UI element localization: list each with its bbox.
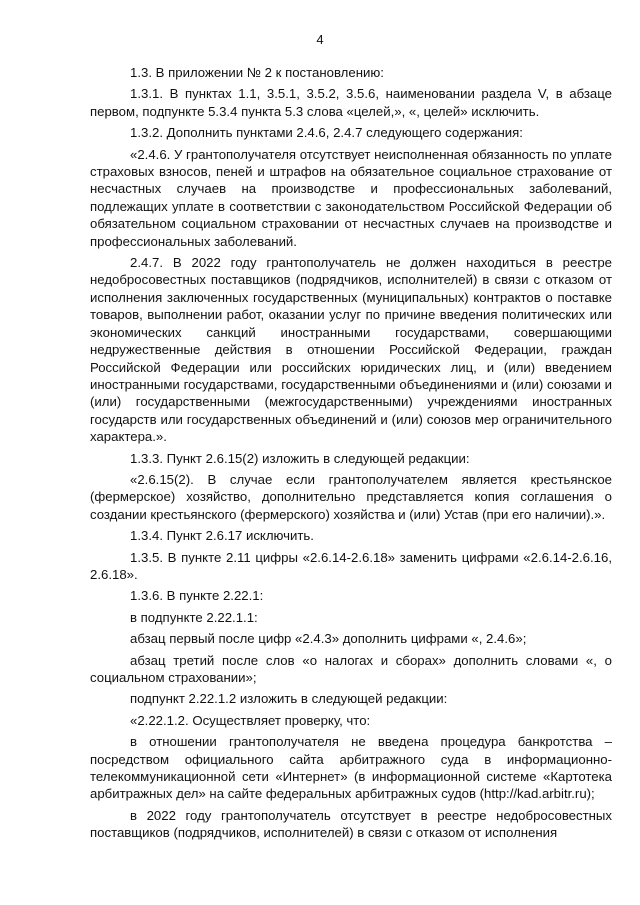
paragraph-1-3-4: 1.3.4. Пункт 2.6.17 исключить. — [130, 528, 314, 544]
paragraph-registry-check: в 2022 году грантополучатель отсутствует в реестре недобросовестных поставщиков (подрядчиков, исполнителей) в связи с отказом от исполнения — [90, 807, 612, 841]
paragraph-subpoint-2-22-1-1: в подпункте 2.22.1.1: — [130, 609, 258, 625]
paragraph-1-3-5: 1.3.5. В пункте 2.11 цифры «2.6.14-2.6.18» заменить цифрами «2.6.14-2.6.16, 2.6.18». — [90, 549, 612, 582]
paragraph-bankruptcy-check: в отношении грантополучателя не введена процедура банкротства – посредством официального сайта арбитражного суда в информационно-телекоммуникационной сети «Интернет» (в информационной системе «Картотека арбитражных дел» на сайте федеральных арбитражных судов (http://kad.arbitr.ru); — [90, 734, 612, 802]
paragraph-2-4-7: 2.4.7. В 2022 году грантополучатель не должен находиться в реестре недобросовестных поставщиков (подрядчиков, исполнителей) в связи с отказом от исполнения заключенных государственных (муниципальных) контрактов о поставке товаров, выполнении работ, оказании услуг по причине введения политических или экономических санкций иностранными государствами, совершающими недружественные действия в отношении Российской Федерации, граждан Российской Федерации или российских юридических лиц, и (или) введением иностранными государствами, государственными объединениями и (или) союзами и (или) государственными (межгосударственными) учреждениями иностранных государств или государственных объединений и (или) союзов мер ограничительного характера.». — [90, 255, 612, 445]
paragraph-1-3-1: 1.3.1. В пунктах 1.1, 3.5.1, 3.5.2, 3.5.6, наименовании раздела V, в абзаце первом, подпункте 5.3.4 пункта 5.3 слова «целей,», «, целей» исключить. — [90, 86, 612, 119]
document-body — [90, 64, 612, 846]
paragraph-third-abzac: абзац третий после слов «о налогах и сборах» дополнить словами «, о социальном страховании»; — [90, 652, 612, 685]
paragraph-2-6-15-2: «2.6.15(2). В случае если грантополучателем является крестьянское (фермерское) хозяйство, дополнительно представляется копия соглашения о создании крестьянского (фермерского) хозяйства и (или) Устав (при его наличии).». — [90, 471, 612, 522]
paragraph-first-abzac: абзац первый после цифр «2.4.3» дополнить цифрами «, 2.4.6»; — [130, 631, 527, 647]
paragraph-1-3-6: 1.3.6. В пункте 2.22.1: — [130, 588, 264, 604]
paragraph-1-3-2: 1.3.2. Дополнить пунктами 2.4.6, 2.4.7 следующего содержания: — [130, 125, 523, 141]
paragraph-2-4-6: «2.4.6. У грантополучателя отсутствует неисполненная обязанность по уплате страховых взносов, пеней и штрафов на обязательное социальное страхование от несчастных случаев на производстве и профессиональных заболеваний, подлежащих уплате в соответствии с законодательством Российской Федерации об обязательном социальном страховании от несчастных случаев на производстве и профессиональных заболеваний. — [90, 146, 612, 249]
paragraph-2-22-1-2: «2.22.1.2. Осуществляет проверку, что: — [130, 712, 371, 728]
page-number: 4 — [316, 32, 324, 47]
paragraph-subpoint-2-22-1-2: подпункт 2.22.1.2 изложить в следующей редакции: — [130, 691, 448, 707]
paragraph-1-3: 1.3. В приложении № 2 к постановлению: — [130, 65, 384, 80]
paragraph-1-3-3: 1.3.3. Пункт 2.6.15(2) изложить в следующей редакции: — [130, 450, 470, 466]
